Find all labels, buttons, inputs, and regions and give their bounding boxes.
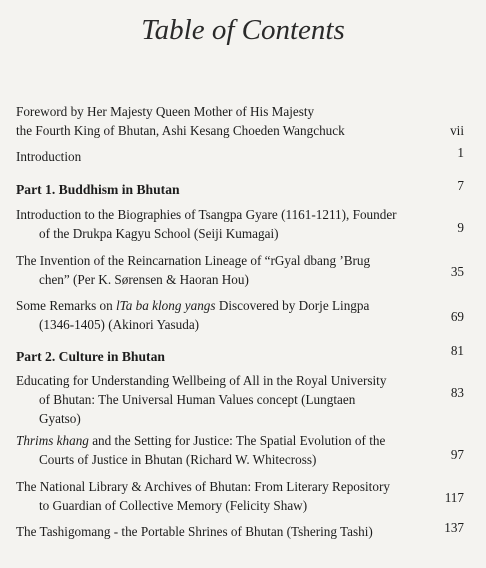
entry-line: of Bhutan: The Universal Human Values concept (Lungtaen — [39, 392, 356, 407]
entry-line — [16, 431, 416, 450]
entry-line: Courts of Justice in Bhutan (Richard W. Whitecross) — [39, 452, 317, 467]
page-number: 7 — [457, 178, 464, 193]
toc-entry-tashigomang — [16, 522, 416, 541]
entry-line: Part 2. Culture in Bhutan — [16, 349, 165, 364]
toc-entry-introduction — [16, 147, 416, 166]
entry-line: chen” (Per K. Sørensen & Haoran Hou) — [39, 272, 249, 287]
entry-line: Educating for Understanding Wellbeing of All in the Royal University — [16, 373, 387, 388]
part-heading-2 — [16, 347, 416, 366]
page-number: 137 — [444, 520, 464, 535]
entry-text: Some Remarks on — [16, 298, 116, 313]
italic-title: lTa ba klong yangs — [116, 298, 216, 313]
entry-line: The National Library & Archives of Bhutan: From Literary Repository — [16, 479, 390, 494]
entry-line: (1346-1405) (Akinori Yasuda) — [39, 317, 200, 332]
italic-title: Thrims khang — [16, 433, 89, 448]
page-number: 117 — [444, 490, 464, 505]
page-number: 9 — [457, 220, 464, 235]
entry-line: of the Drukpa Kagyu School (Seiji Kumagai) — [39, 226, 279, 241]
entry-line: The Tashigomang - the Portable Shrines of Bhutan (Tshering Tashi) — [16, 524, 373, 539]
toc-entry-tsangpa-gyare — [16, 205, 416, 243]
part-heading-1 — [16, 180, 416, 199]
entry-line: Foreword by Her Majesty Queen Mother of His Majesty — [16, 104, 315, 119]
entry-line: to Guardian of Collective Memory (Felicity Shaw) — [39, 498, 308, 513]
toc-entry-thrims-khang — [16, 431, 416, 469]
entry-line — [16, 296, 416, 315]
page-number: 97 — [450, 447, 464, 462]
page-number: 81 — [450, 343, 464, 358]
toc-entry-foreword — [16, 102, 416, 140]
page-number: 83 — [450, 385, 464, 400]
page-number: vii — [450, 123, 464, 138]
entry-line: Part 1. Buddhism in Bhutan — [16, 182, 180, 197]
entry-text: Discovered by Dorje Lingpa — [215, 298, 370, 313]
page-title: Table of Contents — [141, 14, 345, 46]
page-number: 69 — [450, 309, 464, 324]
toc-entry-educating-wellbeing — [16, 371, 416, 428]
page-number: 35 — [450, 264, 464, 279]
toc-entry-national-library — [16, 477, 416, 515]
page-number: 1 — [457, 145, 464, 160]
entry-line: Introduction — [16, 149, 82, 164]
toc-entry-reincarnation-lineage — [16, 251, 416, 289]
entry-line: Introduction to the Biographies of Tsangpa Gyare (1161-1211), Founder — [16, 207, 397, 222]
toc-entry-lta-ba-klong-yangs — [16, 296, 416, 334]
entry-text: and the Setting for Justice: The Spatial Evolution of the — [88, 433, 386, 448]
entry-line: The Invention of the Reincarnation Lineage of “rGyal dbang ’Brug — [16, 253, 371, 268]
entry-line: Gyatso) — [39, 411, 81, 426]
entry-line: the Fourth King of Bhutan, Ashi Kesang Choeden Wangchuck — [16, 123, 345, 138]
